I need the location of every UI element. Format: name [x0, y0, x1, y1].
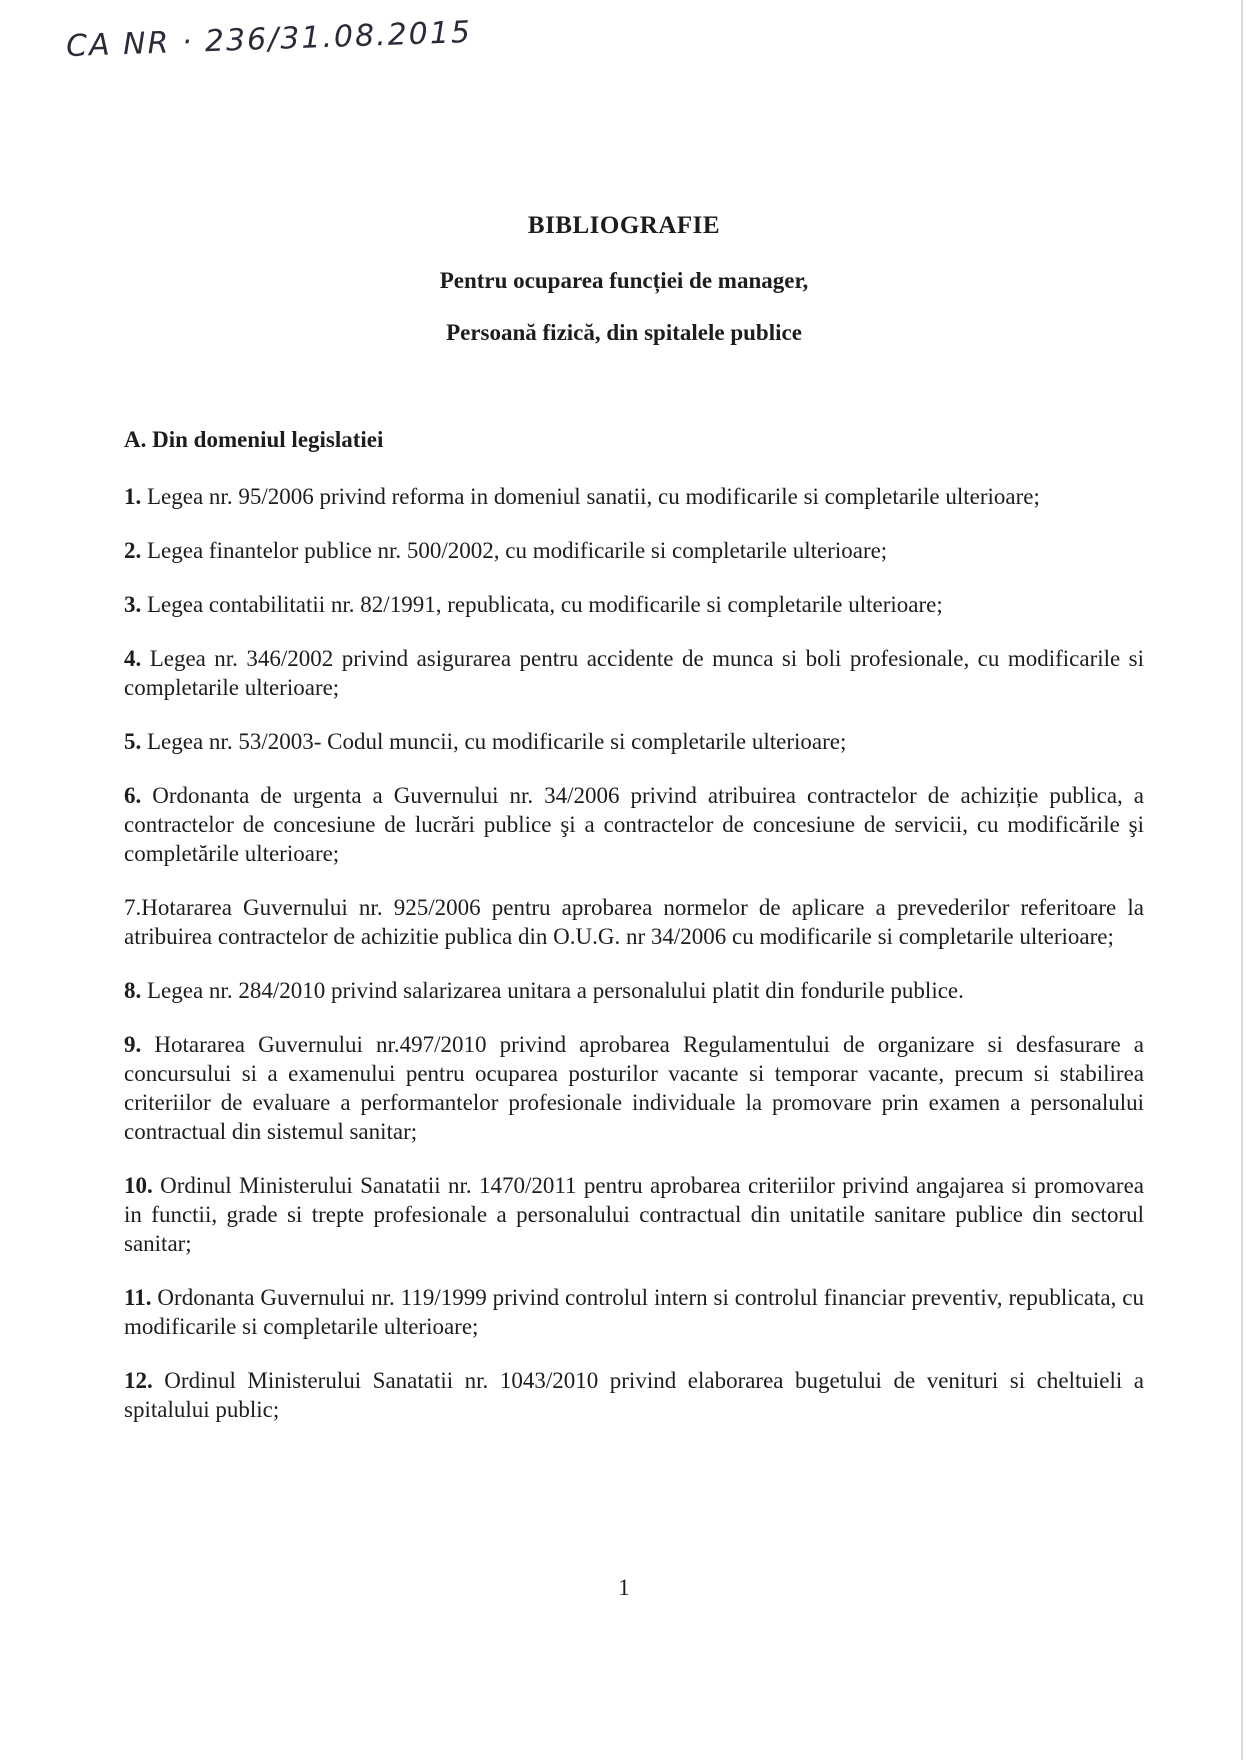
list-item	[124, 590, 1144, 619]
document-title: BIBLIOGRAFIE	[527, 212, 721, 239]
handwritten-registration-note: CA NR · 236/31.08.2015	[65, 14, 473, 65]
item-number: 9.	[124, 1032, 142, 1057]
list-item	[124, 727, 1144, 756]
list-item	[124, 644, 1144, 702]
list-item	[124, 1283, 1144, 1341]
item-text: Hotararea Guvernului nr. 925/2006 pentru aprobarea normelor de aplicare a prevederilor referitoare la atribuirea contractelor de achizitie publica din O.U.G. nr 34/2006 cu modificarile si completarile ulterioare;	[124, 895, 1144, 949]
item-text: Hotararea Guvernului nr.497/2010 privind aprobarea Regulamentului de organizare si desfasurare a concursului si a examenului pentru ocuparea posturilor vacante si temporar vacante, precum si stabilirea criteriilor de evaluare a performantelor profesionale individuale la promovare prin examen a personalului contractual din sistemul sanitar;	[124, 1032, 1144, 1144]
item-text: Ordinul Ministerului Sanatatii nr. 1470/2011 pentru aprobarea criteriilor privind angajarea si promovarea in functii, grade si trepte profesionale a personalului contractual din unitatile sanitare publice din sectorul sanitar;	[124, 1173, 1145, 1256]
item-number: 4.	[124, 646, 142, 671]
item-number: 12.	[124, 1368, 153, 1393]
item-text: Ordinul Ministerului Sanatatii nr. 1043/2010 privind elaborarea bugetului de venituri si cheltuieli a spitalului public;	[124, 1368, 1145, 1422]
item-text: Legea nr. 95/2006 privind reforma in domeniul sanatii, cu modificarile si completarile ulterioare;	[147, 484, 1040, 509]
item-text: Legea contabilitatii nr. 82/1991, republicata, cu modificarile si completarile ulterioare;	[147, 592, 943, 617]
item-number: 2.	[124, 538, 142, 563]
item-text: Legea finantelor publice nr. 500/2002, cu modificarile si completarile ulterioare;	[147, 538, 888, 563]
item-number: 11.	[124, 1285, 152, 1310]
section-heading: A. Din domeniul legislatiei	[124, 427, 384, 452]
item-number: 1.	[124, 484, 142, 509]
document-subtitle-line2: Persoană fizică, din spitalele publice	[446, 320, 802, 345]
item-number: 10.	[124, 1173, 153, 1198]
document-subtitle-line1: Pentru ocuparea funcției de manager,	[439, 268, 809, 293]
list-item	[124, 1366, 1144, 1424]
list-item	[124, 482, 1144, 511]
bibliography-list	[124, 482, 1144, 1449]
list-item	[124, 1030, 1144, 1146]
item-number: 6.	[124, 783, 142, 808]
page-edge	[1241, 0, 1243, 1760]
item-text: Legea nr. 284/2010 privind salarizarea unitara a personalului platit din fondurile publice.	[147, 978, 964, 1003]
item-text: Legea nr. 53/2003- Codul muncii, cu modificarile si completarile ulterioare;	[147, 729, 847, 754]
item-number: 8.	[124, 978, 142, 1003]
list-item	[124, 536, 1144, 565]
item-number: 3.	[124, 592, 142, 617]
list-item	[124, 976, 1144, 1005]
item-number: 5.	[124, 729, 142, 754]
item-number: 7.	[124, 895, 142, 920]
list-item	[124, 781, 1144, 868]
page-number: 1	[618, 1575, 630, 1600]
list-item	[124, 893, 1144, 951]
item-text: Ordonanta Guvernului nr. 119/1999 privind controlul intern si controlul financiar preventiv, republicata, cu modificarile si completarile ulterioare;	[124, 1285, 1145, 1339]
item-text: Ordonanta de urgenta a Guvernului nr. 34/2006 privind atribuirea contractelor de achiziție publica, a contractelor de concesiune de lucrări publice şi a contractelor de concesiune de servicii, cu modificările şi completările ulterioare;	[124, 783, 1144, 866]
list-item	[124, 1171, 1144, 1258]
item-text: Legea nr. 346/2002 privind asigurarea pentru accidente de munca si boli profesionale, cu modificarile si completarile ulterioare;	[124, 646, 1144, 700]
